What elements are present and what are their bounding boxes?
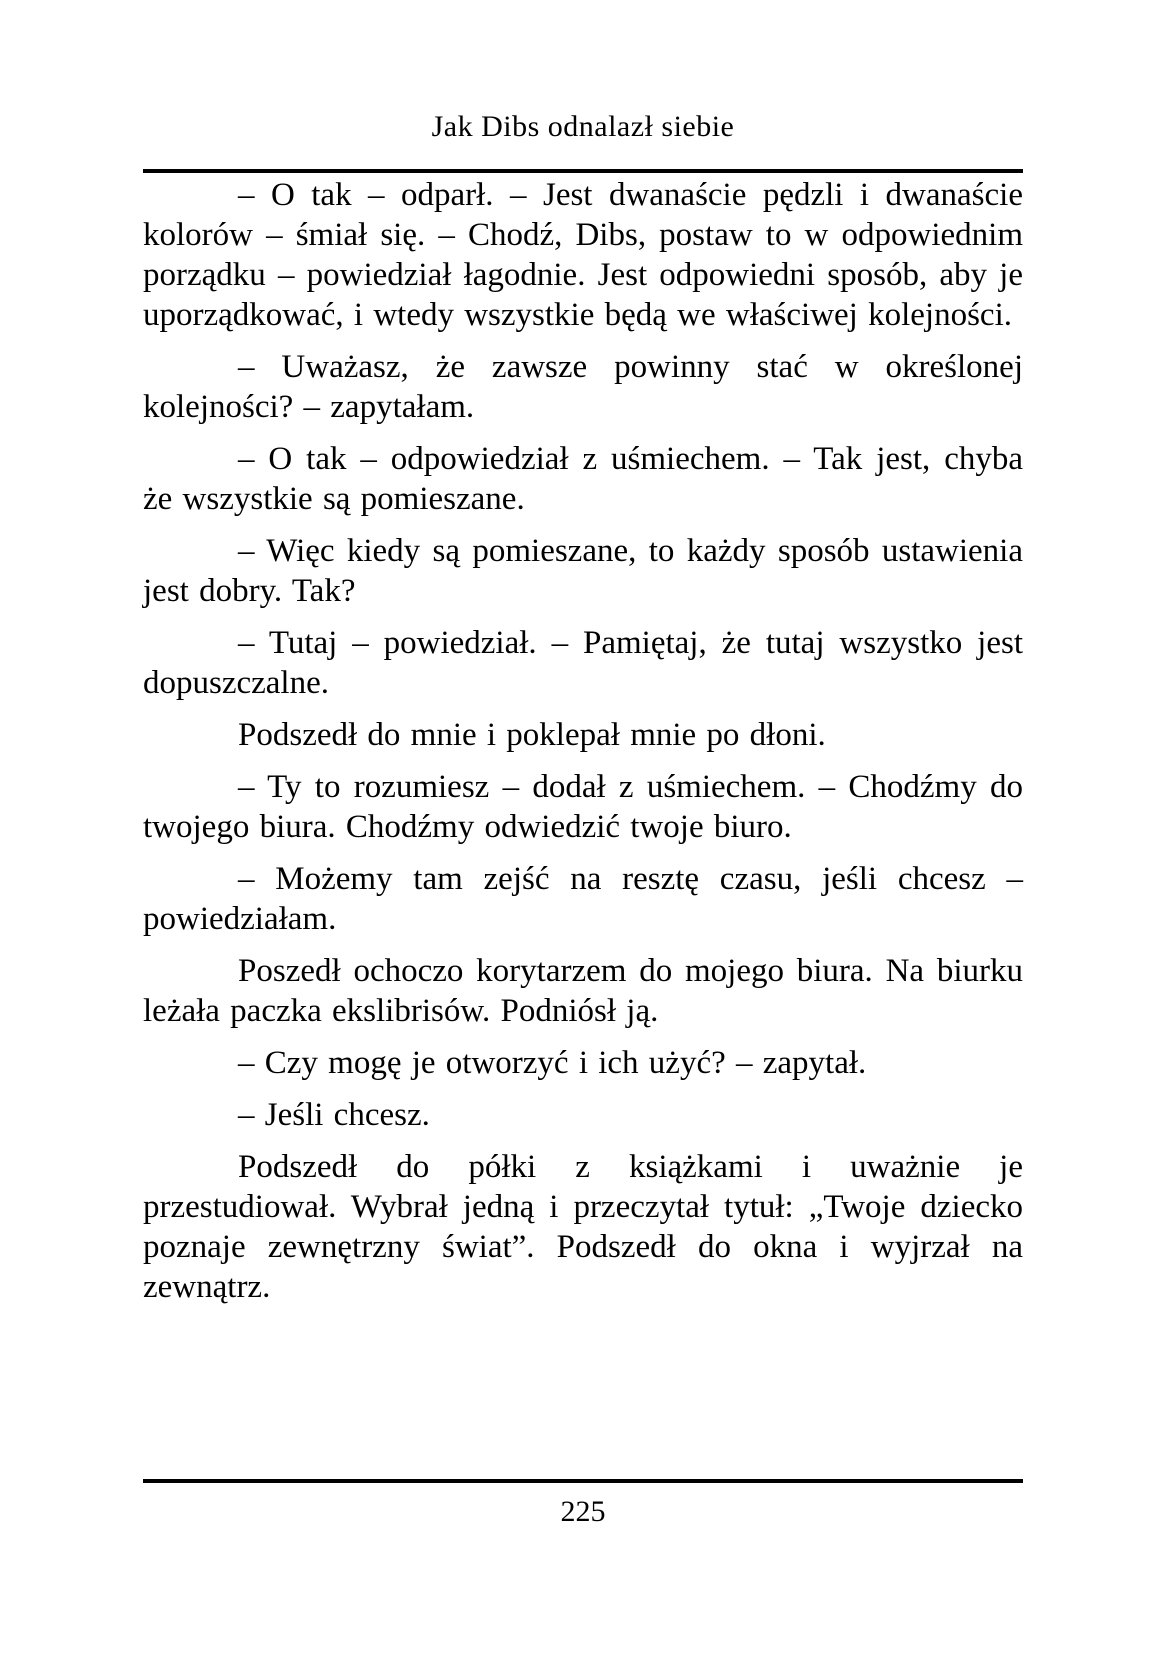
paragraph: – Jeśli chcesz. [238, 1097, 430, 1133]
paragraph: – O tak – odpowiedział z uśmiechem. – Tak jest, chyba że wszystkie są pomieszane. [143, 441, 1023, 517]
paragraph: Podszedł do mnie i poklepał mnie po dłoni. [238, 717, 826, 753]
paragraph: – O tak – odparł. – Jest dwanaście pędzli i dwanaście kolorów – śmiał się. – Chodź, Dibs, postaw to w odpowiednim porządku – powiedział łagodnie. Jest odpowiedni sposób, aby je uporządkować, i wtedy wszystkie będą we właściwej kolejności. [143, 177, 1023, 333]
paragraph: – Możemy tam zejść na resztę czasu, jeśli chcesz – powiedziałam. [143, 861, 1023, 937]
paragraph: – Czy mogę je otworzyć i ich użyć? – zapytał. [238, 1045, 867, 1081]
paragraph: – Tutaj – powiedział. – Pamiętaj, że tutaj wszystko jest dopuszczalne. [143, 625, 1023, 701]
page-number: 225 [560, 1495, 606, 1528]
paragraph: Podszedł do półki z książkami i uważnie je przestudiował. Wybrał jedną i przeczytał tytuł: „Twoje dziecko poznaje zewnętrzny świat”. Podszedł do okna i wyjrzał na zewnątrz. [143, 1149, 1023, 1305]
paragraph: – Uważasz, że zawsze powinny stać w określonej kolejności? – zapytałam. [143, 349, 1023, 425]
page-body-text [143, 175, 1023, 1319]
paragraph: – Ty to rozumiesz – dodał z uśmiechem. – Chodźmy do twojego biura. Chodźmy odwiedzić twoje biuro. [143, 769, 1023, 845]
paragraph: Poszedł ochoczo korytarzem do mojego biura. Na biurku leżała paczka ekslibrisów. Podniósł ją. [143, 953, 1023, 1029]
running-header-title: Jak Dibs odnalazł siebie [431, 110, 735, 143]
footer-divider [143, 1479, 1023, 1483]
header-divider [143, 169, 1023, 173]
paragraph: – Więc kiedy są pomieszane, to każdy sposób ustawienia jest dobry. Tak? [143, 533, 1023, 609]
